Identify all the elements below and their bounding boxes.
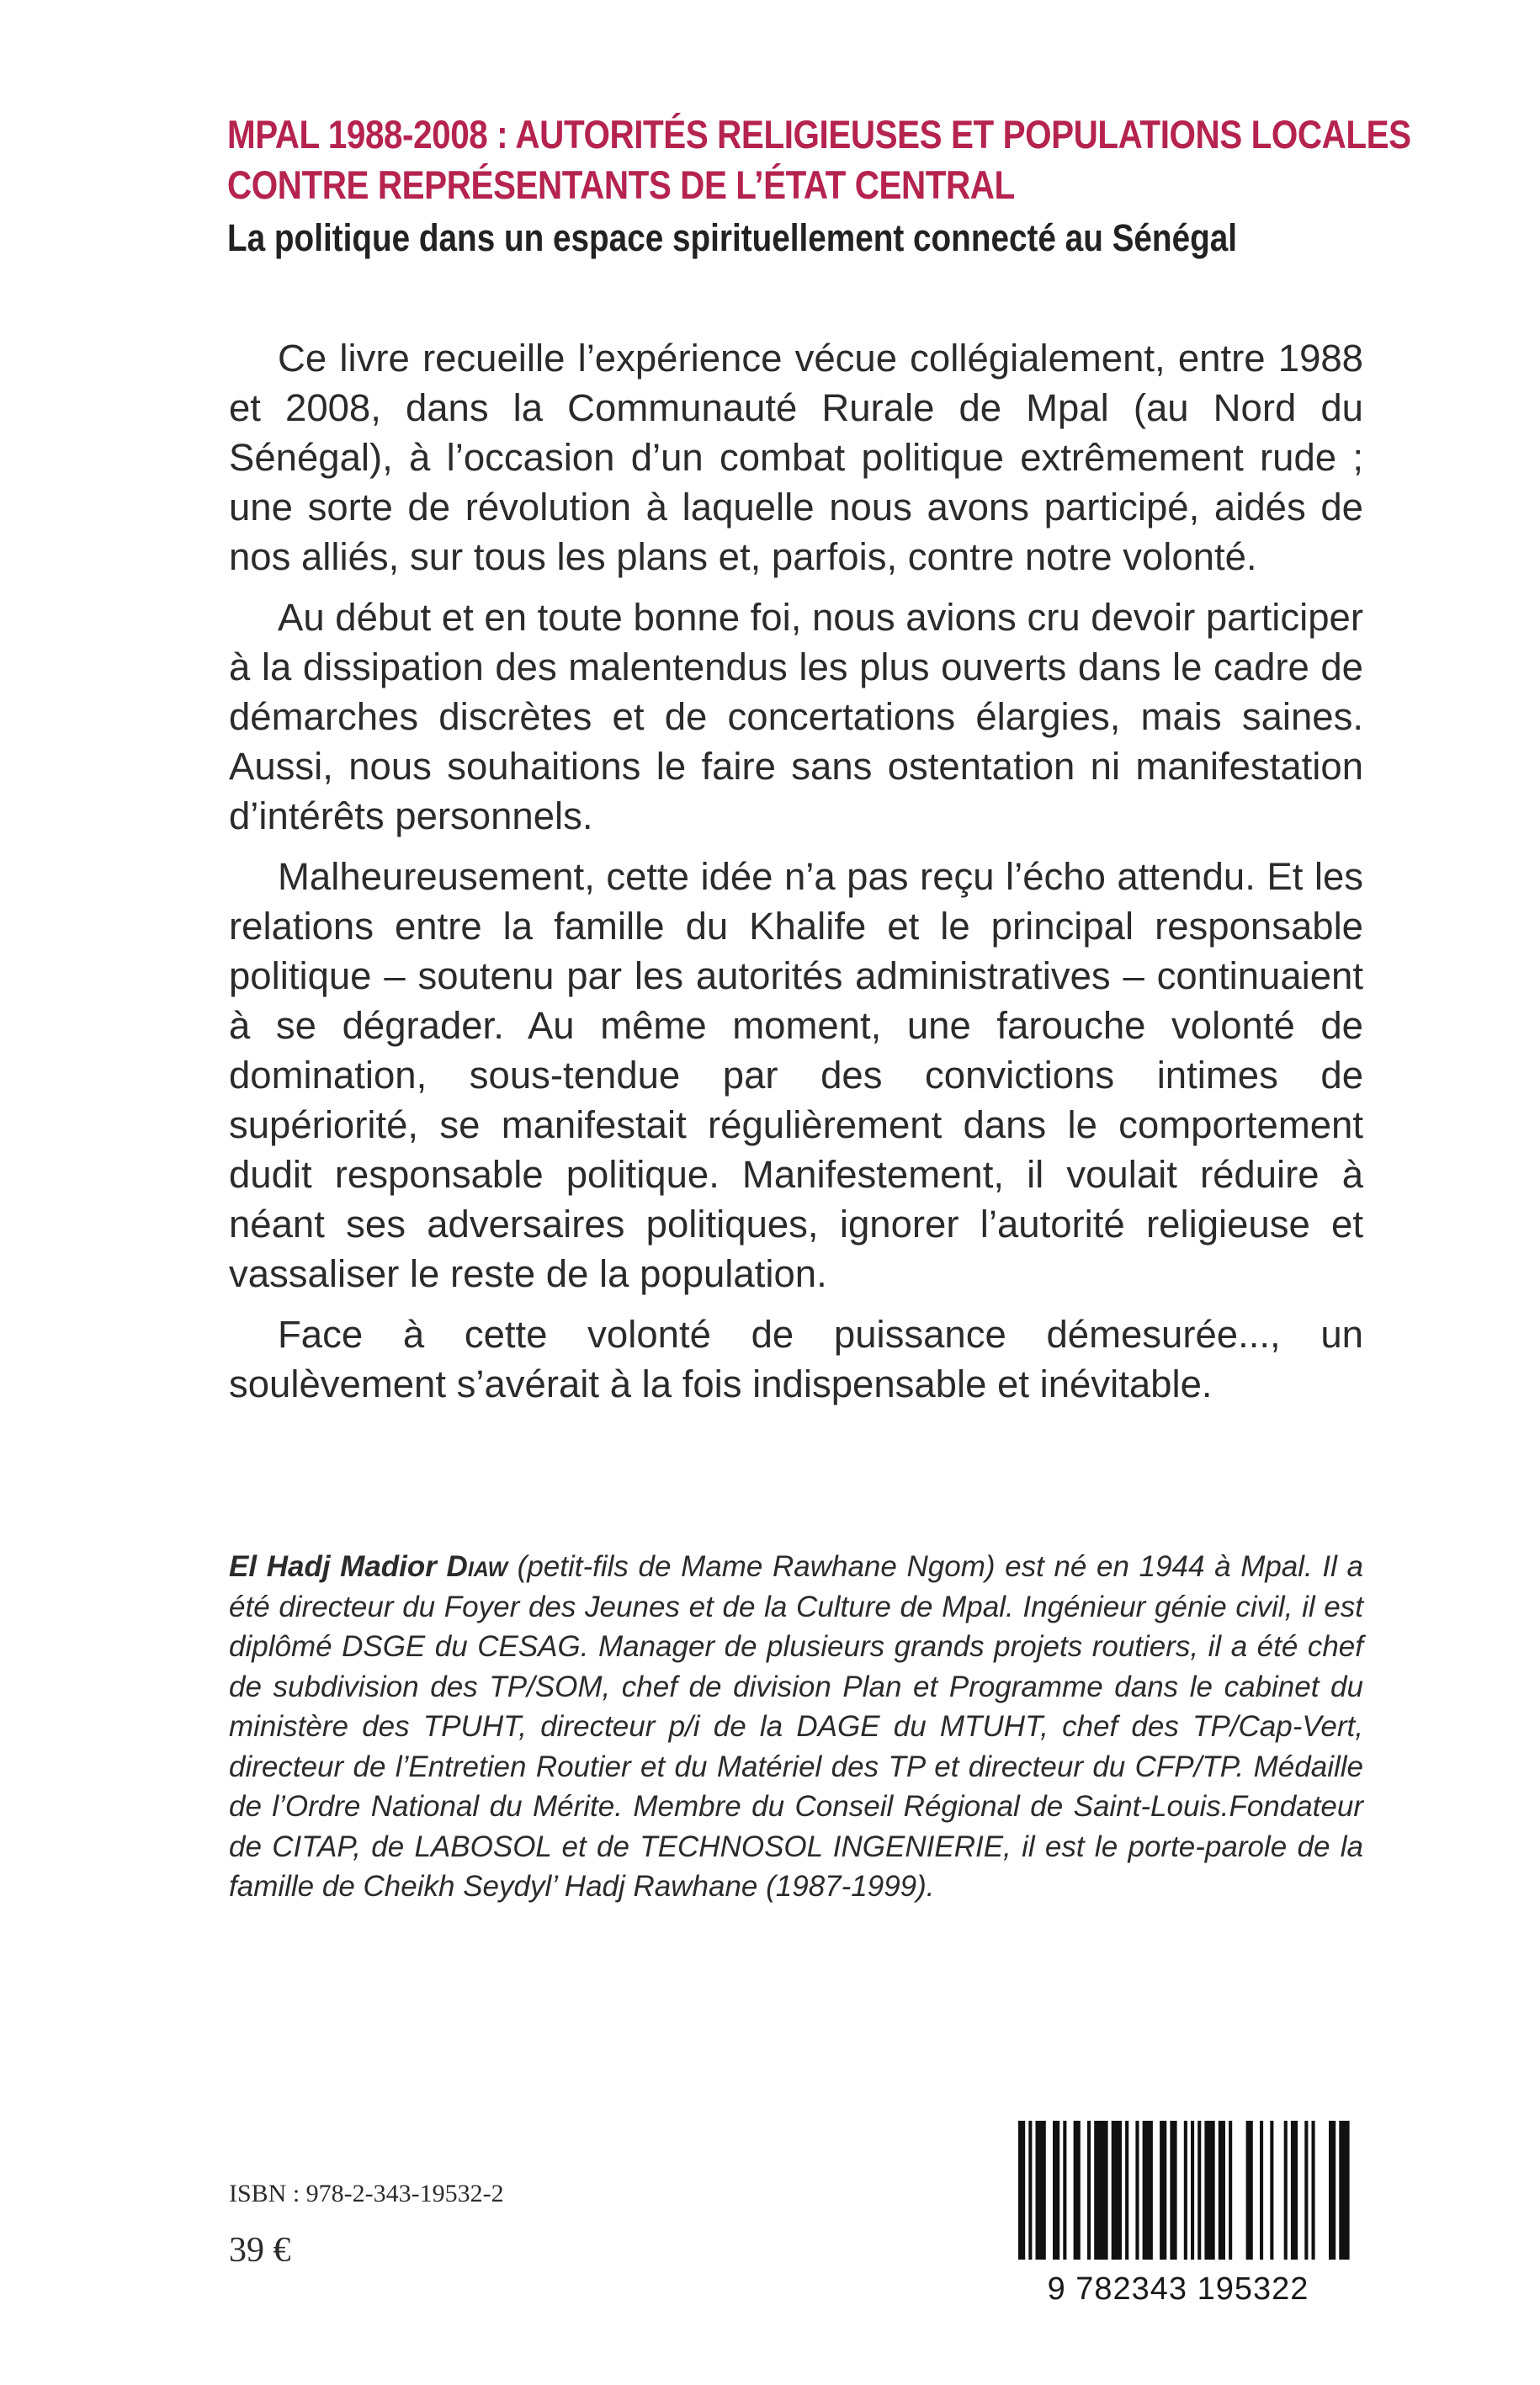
author-bio-text: (petit-fils de Mame Rawhane Ngom) est né en 1944 à Mpal. Il a été directeur du Foyer des Jeunes et de la Culture de Mpal. Ingénieur génie civil, il est diplômé DSGE du CESAG. Manager de plusieurs grands projets routiers, il a été chef de subdivision des TP/SOM, chef de division Plan et Programme dans le cabinet du ministère des TPUHT, directeur p/i de la DAGE du MTUHT, chef des TP/Cap-Vert, directeur de l’Entretien Routier et du Matériel des TP et directeur du CFP/TP. Médaille de l’Ordre National du Mérite. Membre du Conseil Régional de Saint-Louis.Fondateur de CITAP, de LABOSOL et de TECHNOSOL INGENIERIE, il est le porte-parole de la famille de Cheikh Seydyl’ Hadj Rawhane (1987-1999). <box>229 1550 1364 1903</box>
barcode-bar <box>1094 2121 1107 2260</box>
barcode-bar <box>1143 2121 1153 2260</box>
book-title-line-1: MPAL 1988-2008 : AUTORITÉS RELIGIEUSES ET POPULATIONS LOCALES <box>227 112 1411 157</box>
barcode-bar <box>1291 2121 1298 2260</box>
barcode-bar <box>1191 2121 1194 2260</box>
barcode-bar <box>1053 2121 1059 2260</box>
back-cover-summary <box>229 333 1363 1420</box>
barcode-bar <box>1087 2121 1091 2260</box>
title-block <box>227 109 1411 264</box>
barcode-bar <box>1204 2121 1214 2260</box>
summary-paragraph: Malheureusement, cette idée n’a pas reçu l’écho attendu. Et les relations entre la famille du Khalife et le principal responsable politique – soutenu par les autorités administratives – continuaient à se dégrader. Au même moment, une farouche volonté de domination, sous-tendue par des convictions intimes de supériorité, se manifestait régulièrement dans le comportement dudit responsable politique. Manifestement, il voulait réduire à néant ses adversaires politiques, ignorer l’autorité religieuse et vassaliser le reste de la population. <box>229 855 1363 1295</box>
author-bio <box>229 1547 1363 1907</box>
barcode-bar <box>1312 2121 1315 2260</box>
barcode-bar <box>1028 2121 1032 2260</box>
barcode-bar <box>1304 2121 1308 2260</box>
barcode-bar <box>1074 2121 1081 2260</box>
author-name: El Hadj Madior Diaw <box>229 1550 508 1583</box>
book-subtitle: La politique dans un espace spirituellement connecté au Sénégal <box>227 216 1238 259</box>
barcode-bar <box>1197 2121 1201 2260</box>
summary-paragraph: Au début et en toute bonne foi, nous avions cru devoir participer à la dissipation des malentendus les plus ouverts dans le cadre de démarches discrètes et de concertations élargies, mais saines. Aussi, nous souhaitions le faire sans ostentation ni manifestation d’intérêts personnels. <box>229 596 1363 837</box>
barcode-bar <box>1284 2121 1288 2260</box>
barcode-digits: 9 782343 195322 <box>1047 2271 1309 2306</box>
barcode-bar <box>1270 2121 1273 2260</box>
barcode-bar <box>1170 2121 1176 2260</box>
barcode-bar <box>1036 2121 1046 2260</box>
summary-paragraph: Face à cette volonté de puissance démesurée..., un soulèvement s’avérait à la fois indispensable et inévitable. <box>229 1313 1363 1405</box>
barcode-bar <box>1018 2121 1025 2260</box>
barcode-bar <box>1184 2121 1187 2260</box>
barcode-bar <box>1160 2121 1166 2260</box>
summary-paragraph: Ce livre recueille l’expérience vécue collégialement, entre 1988 et 2008, dans la Communauté Rurale de Mpal (au Nord du Sénégal), à l’occasion d’un combat politique extrêmement rude ; une sorte de révolution à laquelle nous avons participé, aidés de nos alliés, sur tous les plans et, parfois, contre notre volonté. <box>229 337 1363 578</box>
barcode-bar <box>1135 2121 1139 2260</box>
barcode-bar <box>1229 2121 1232 2260</box>
book-title-line-2: CONTRE REPRÉSENTANTS DE L’ÉTAT CENTRAL <box>227 162 1015 207</box>
barcode-bar <box>1329 2121 1336 2260</box>
barcode-bars <box>1018 2121 1350 2260</box>
barcode-bar <box>1260 2121 1263 2260</box>
barcode-bar <box>1339 2121 1349 2260</box>
isbn-label: ISBN : 978-2-343-19532-2 <box>229 2180 504 2207</box>
barcode-bar <box>1246 2121 1253 2260</box>
barcode-bar <box>1125 2121 1128 2260</box>
barcode-bar <box>1112 2121 1122 2260</box>
price-label: 39 € <box>229 2231 291 2270</box>
barcode <box>993 2121 1363 2306</box>
barcode-bar <box>1063 2121 1066 2260</box>
barcode-bar <box>1219 2121 1225 2260</box>
